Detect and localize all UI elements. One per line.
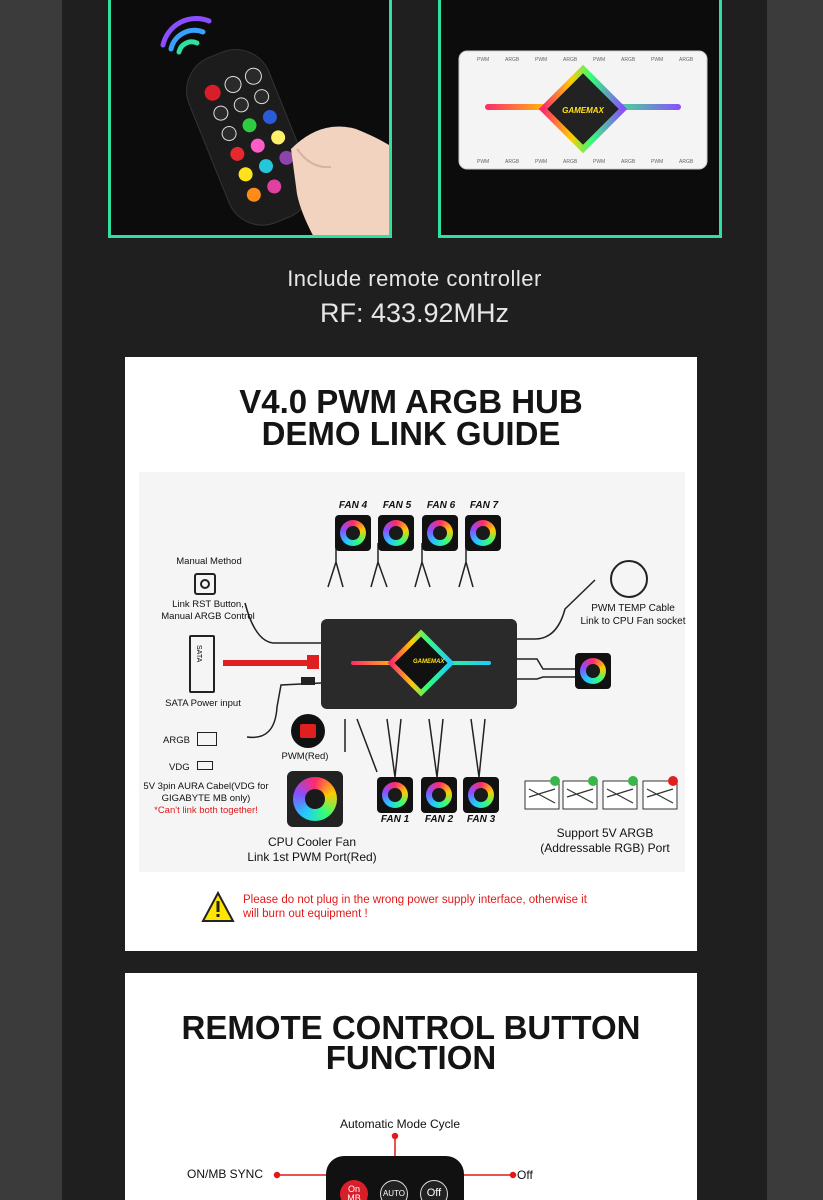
vdg-label: VDG [169, 762, 190, 773]
svg-text:ARGB: ARGB [505, 159, 520, 165]
argb-connector-icon [197, 732, 217, 746]
remote-photo-panel [108, 0, 392, 238]
argb-label: ARGB [163, 735, 190, 746]
fan6-label: FAN 6 [426, 500, 456, 511]
svg-text:ARGB: ARGB [563, 159, 578, 165]
svg-text:ARGB: ARGB [563, 57, 578, 63]
svg-text:PWM: PWM [477, 159, 490, 165]
pwm-red-icon [291, 714, 325, 748]
support-argb-label: Support 5V ARGB (Addressable RGB) Port [540, 826, 670, 855]
remote-on-button[interactable]: On MB [340, 1180, 368, 1200]
fan4-label: FAN 4 [338, 500, 368, 511]
cant-link-note: *Can't link both together! [154, 805, 258, 816]
svg-text:PWM: PWM [651, 57, 664, 63]
guide-title-line2: DEMO LINK GUIDE [261, 415, 561, 452]
fan4-icon [335, 515, 371, 551]
on-mb-sync-label: ON/MB SYNC [186, 1167, 263, 1181]
left-margin [0, 0, 62, 1200]
guide-title-line1: V4.0 PWM ARGB HUB [239, 383, 583, 420]
pwm-red-label: PWM(Red) [281, 751, 329, 762]
remote-illustration [111, 0, 392, 238]
fan6-icon [422, 515, 458, 551]
svg-text:PWM: PWM [535, 57, 548, 63]
svg-text:ARGB: ARGB [505, 57, 520, 63]
remote-off-button[interactable]: Off [420, 1180, 448, 1200]
caption-line2: RF: 433.92MHz [319, 298, 510, 328]
fan1-icon [377, 777, 413, 813]
remote-function-card [125, 973, 697, 1200]
remote-title-line1: REMOTE CONTROL BUTTON [181, 1009, 641, 1046]
pwm-temp-sensor-icon [610, 560, 648, 598]
manual-method-label: Manual Method [176, 556, 242, 567]
sata-power-label: SATA Power input [165, 698, 241, 709]
svg-text:ARGB: ARGB [679, 57, 694, 63]
link-rst-label: Link RST Button, Manual ARGB Control [161, 599, 255, 622]
fan2-icon [421, 777, 457, 813]
svg-text:PWM: PWM [535, 159, 548, 165]
cpu-cooler-label: CPU Cooler Fan Link 1st PWM Port(Red) [247, 835, 377, 864]
svg-text:PWM: PWM [477, 57, 490, 63]
hub-brand: GAMEMAX [562, 106, 604, 115]
off-label: Off [517, 1168, 533, 1182]
fan3-icon [463, 777, 499, 813]
hub-illustration [441, 0, 722, 238]
fan2-label: FAN 2 [424, 814, 454, 825]
remote-top-illustration [326, 1156, 464, 1200]
rst-button-icon [194, 573, 216, 595]
auto-cycle-label: Automatic Mode Cycle [339, 1117, 461, 1131]
argb-ports-illustration [523, 775, 681, 813]
fan5-label: FAN 5 [382, 500, 412, 511]
fan3-label: FAN 3 [466, 814, 496, 825]
fan5-icon [378, 515, 414, 551]
pwm-temp-label: PWM TEMP Cable Link to CPU Fan socket [580, 603, 686, 627]
sata-text: SATA [195, 645, 202, 663]
svg-text:ARGB: ARGB [621, 57, 636, 63]
argb-hub [321, 619, 517, 709]
caption-line1: Include remote controller [287, 266, 542, 291]
svg-text:PWM: PWM [651, 159, 664, 165]
aura-cable-label: 5V 3pin AURA Cabel(VDG for GIGABYTE MB only) [143, 781, 269, 804]
svg-text:ARGB: ARGB [621, 159, 636, 165]
sata-connector-icon [189, 635, 215, 693]
warning-text: Please do not plug in the wrong power supply interface, otherwise it will burn out equipment ! [243, 894, 587, 920]
vdg-connector-icon [197, 761, 213, 770]
fan7-icon [465, 515, 501, 551]
warning-icon [201, 891, 235, 923]
link-guide-card [125, 357, 697, 951]
hub-brand-small: GAMEMAX [413, 659, 445, 665]
remote-auto-button[interactable]: AUTO [380, 1180, 408, 1200]
svg-text:ARGB: ARGB [679, 159, 694, 165]
fan7-label: FAN 7 [469, 500, 499, 511]
right-margin [767, 0, 823, 1200]
product-page [62, 0, 767, 1200]
fan1-label: FAN 1 [380, 814, 410, 825]
svg-text:PWM: PWM [593, 159, 606, 165]
svg-text:PWM: PWM [593, 57, 606, 63]
remote-title-line2: FUNCTION [325, 1039, 497, 1076]
cpu-cooler-icon [287, 771, 343, 827]
hub-photo-panel [438, 0, 722, 238]
side-fan-icon [575, 653, 611, 689]
